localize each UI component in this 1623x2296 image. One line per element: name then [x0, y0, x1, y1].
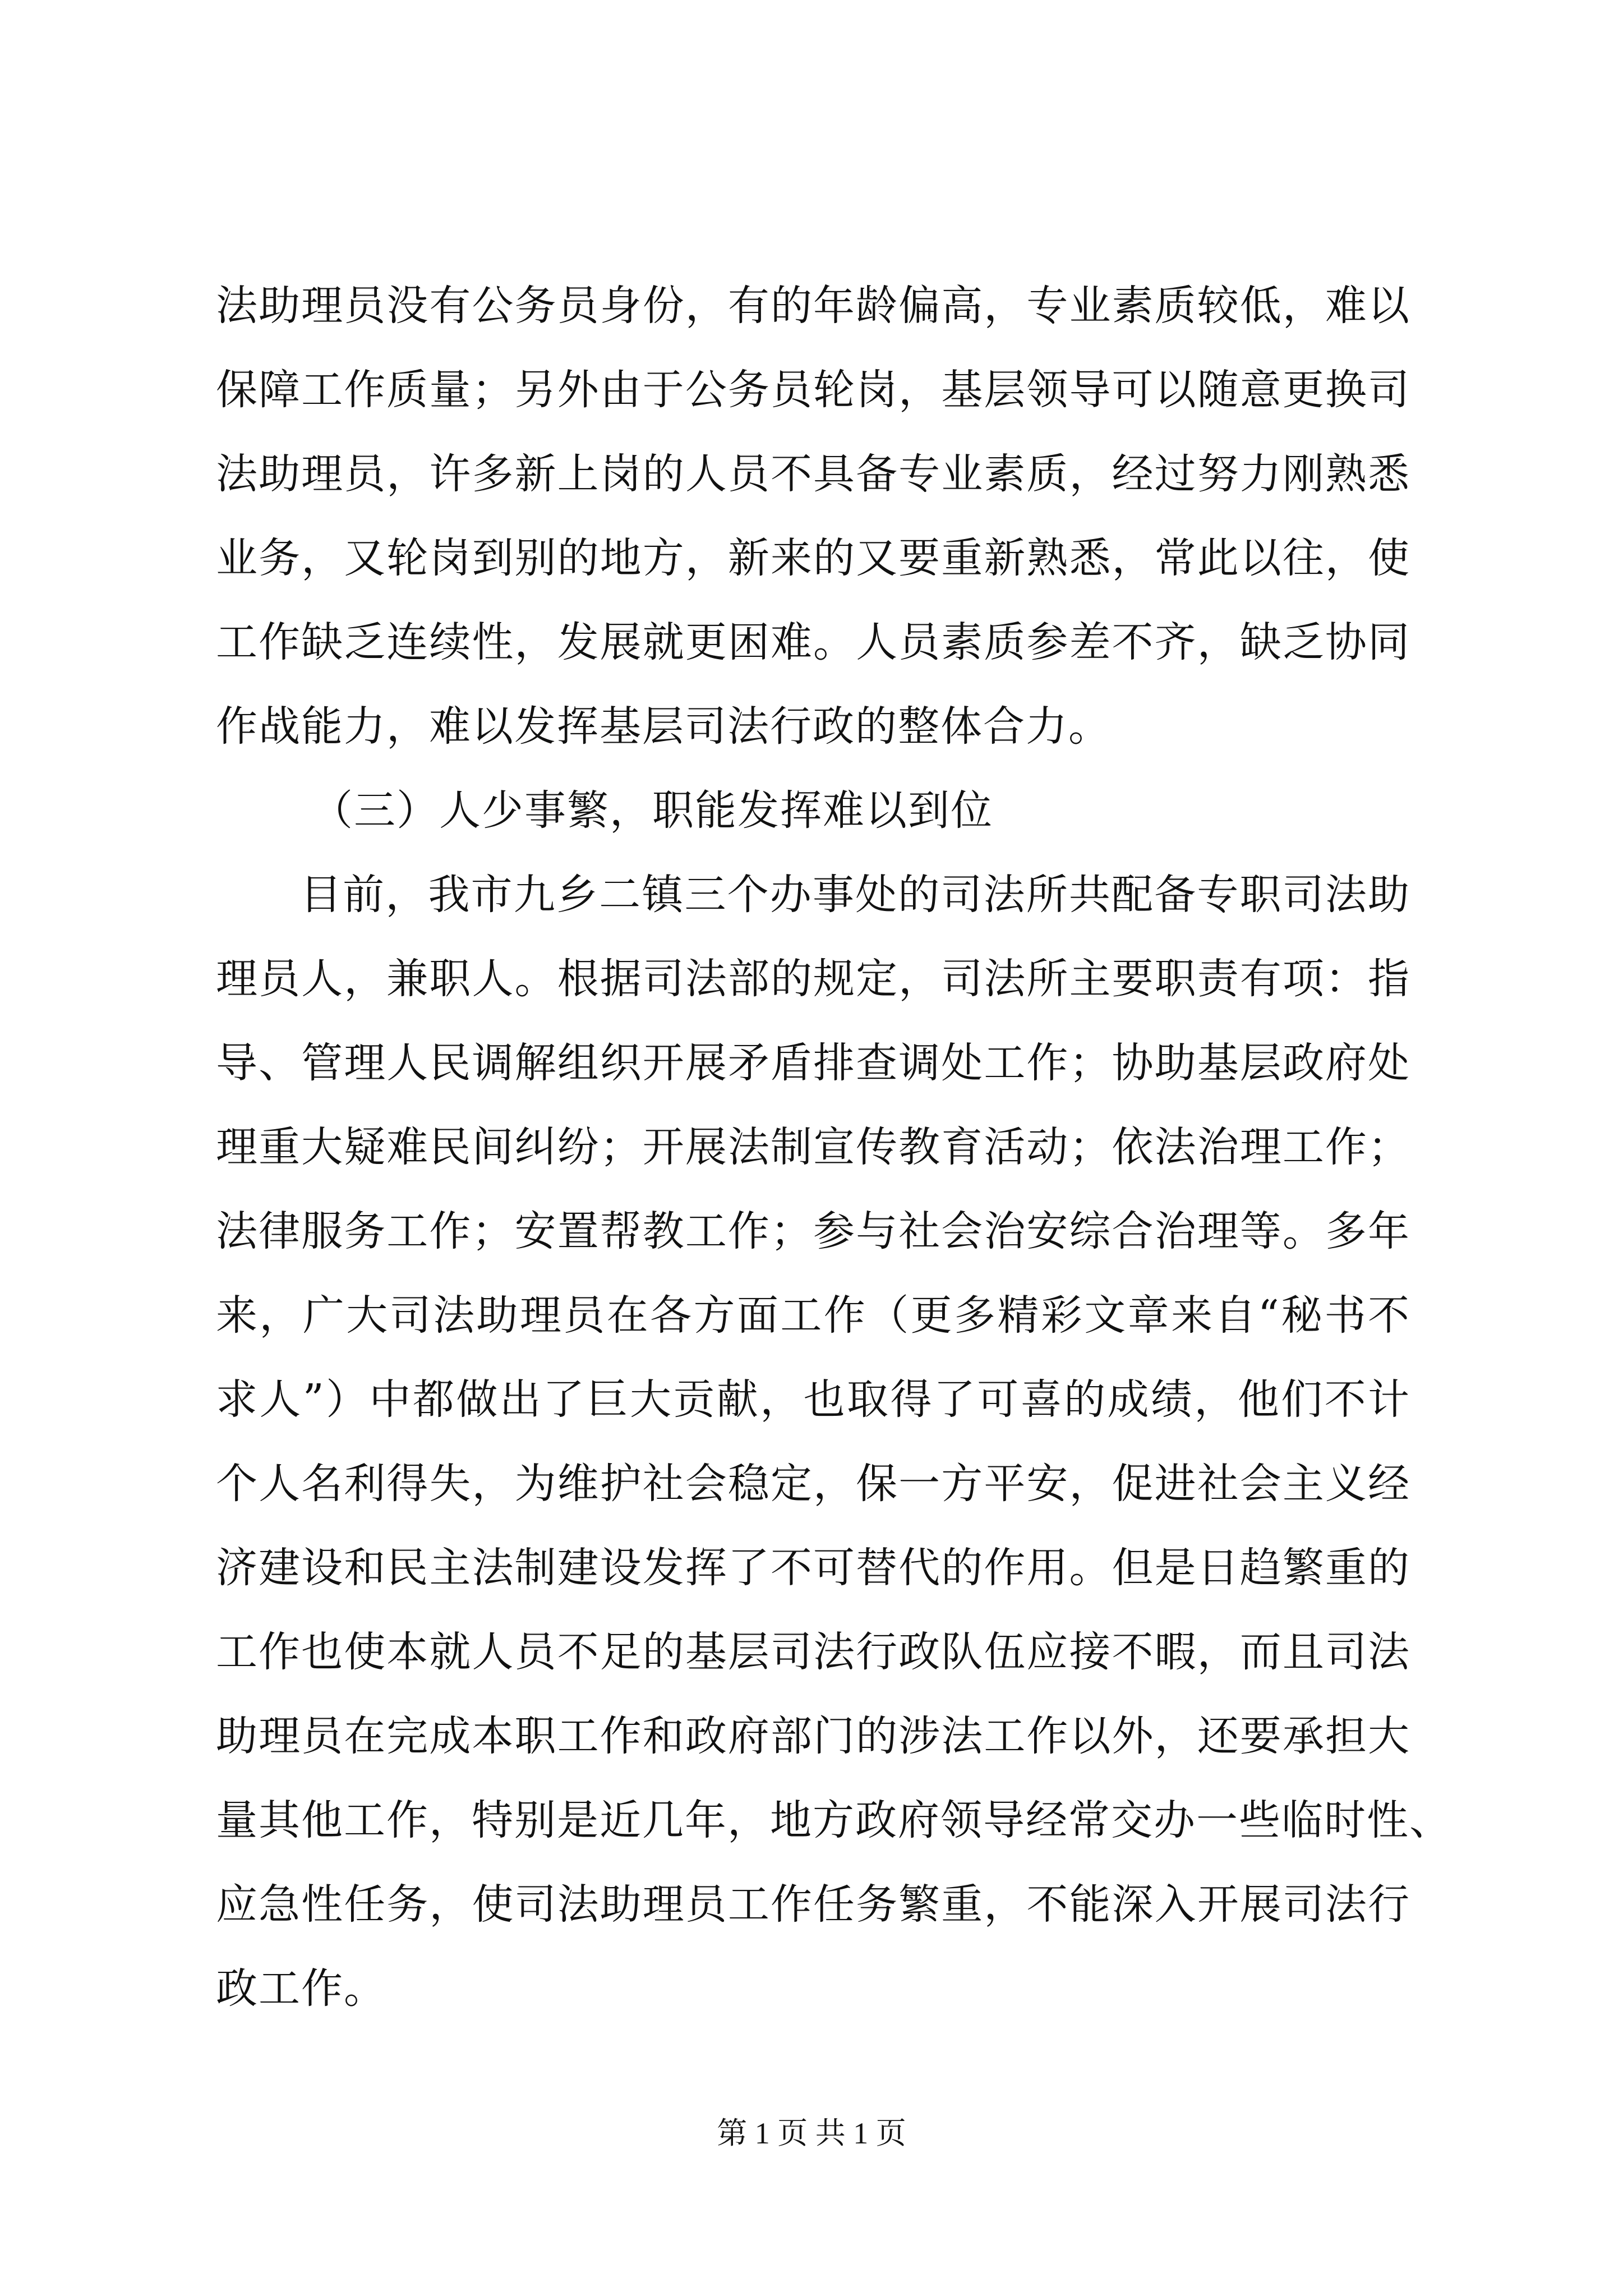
- text-line: 理员人，兼职人。根据司法部的规定，司法所主要职责有项：指: [216, 955, 1410, 1003]
- text-line: 来，广大司法助理员在各方面工作（更多精彩文章来自“秘书不: [216, 1291, 1410, 1340]
- text-line: 法助理员没有公务员身份，有的年龄偏高，专业素质较低，难以: [216, 282, 1410, 330]
- text-line: 济建设和民主法制建设发挥了不可替代的作用。但是日趋繁重的: [216, 1544, 1410, 1592]
- section-heading: （三）人少事繁，职能发挥难以到位: [311, 786, 993, 835]
- text-line: 个人名利得失，为维护社会稳定，保一方平安，促进社会主义经: [216, 1460, 1410, 1508]
- text-line: 保障工作质量；另外由于公务员轮岗，基层领导可以随意更换司: [216, 366, 1410, 414]
- text-line: 法助理员，许多新上岗的人员不具备专业素质，经过努力刚熟悉: [216, 450, 1410, 498]
- text-line: 业务，又轮岗到别的地方，新来的又要重新熟悉，常此以往，使: [216, 534, 1410, 582]
- page-footer: 第 1 页 共 1 页: [717, 2116, 906, 2150]
- text-line: 工作缺乏连续性，发展就更困难。人员素质参差不齐，缺乏协同: [216, 618, 1410, 666]
- text-line: 政工作。: [216, 1964, 386, 2013]
- text-line: 导、管理人民调解组织开展矛盾排查调处工作；协助基层政府处: [216, 1039, 1410, 1087]
- text-line: 工作也使本就人员不足的基层司法行政队伍应接不暇，而且司法: [216, 1628, 1410, 1676]
- text-line: 求人”）中都做出了巨大贡献，也取得了可喜的成绩，他们不计: [216, 1375, 1410, 1424]
- text-line: 法律服务工作；安置帮教工作；参与社会治安综合治理等。多年: [216, 1207, 1410, 1255]
- body-text: [216, 264, 1452, 2031]
- text-line: 作战能力，难以发挥基层司法行政的整体合力。: [216, 702, 1111, 751]
- text-line: 量其他工作，特别是近几年，地方政府领导经常交办一些临时性、: [216, 1796, 1452, 1844]
- text-line: 理重大疑难民间纠纷；开展法制宣传教育活动；依法治理工作；: [216, 1123, 1410, 1171]
- text-line: 目前，我市九乡二镇三个办事处的司法所共配备专职司法助: [300, 871, 1410, 919]
- text-line: 助理员在完成本职工作和政府部门的涉法工作以外，还要承担大: [216, 1712, 1410, 1760]
- text-line: 应急性任务，使司法助理员工作任务繁重，不能深入开展司法行: [216, 1880, 1410, 1929]
